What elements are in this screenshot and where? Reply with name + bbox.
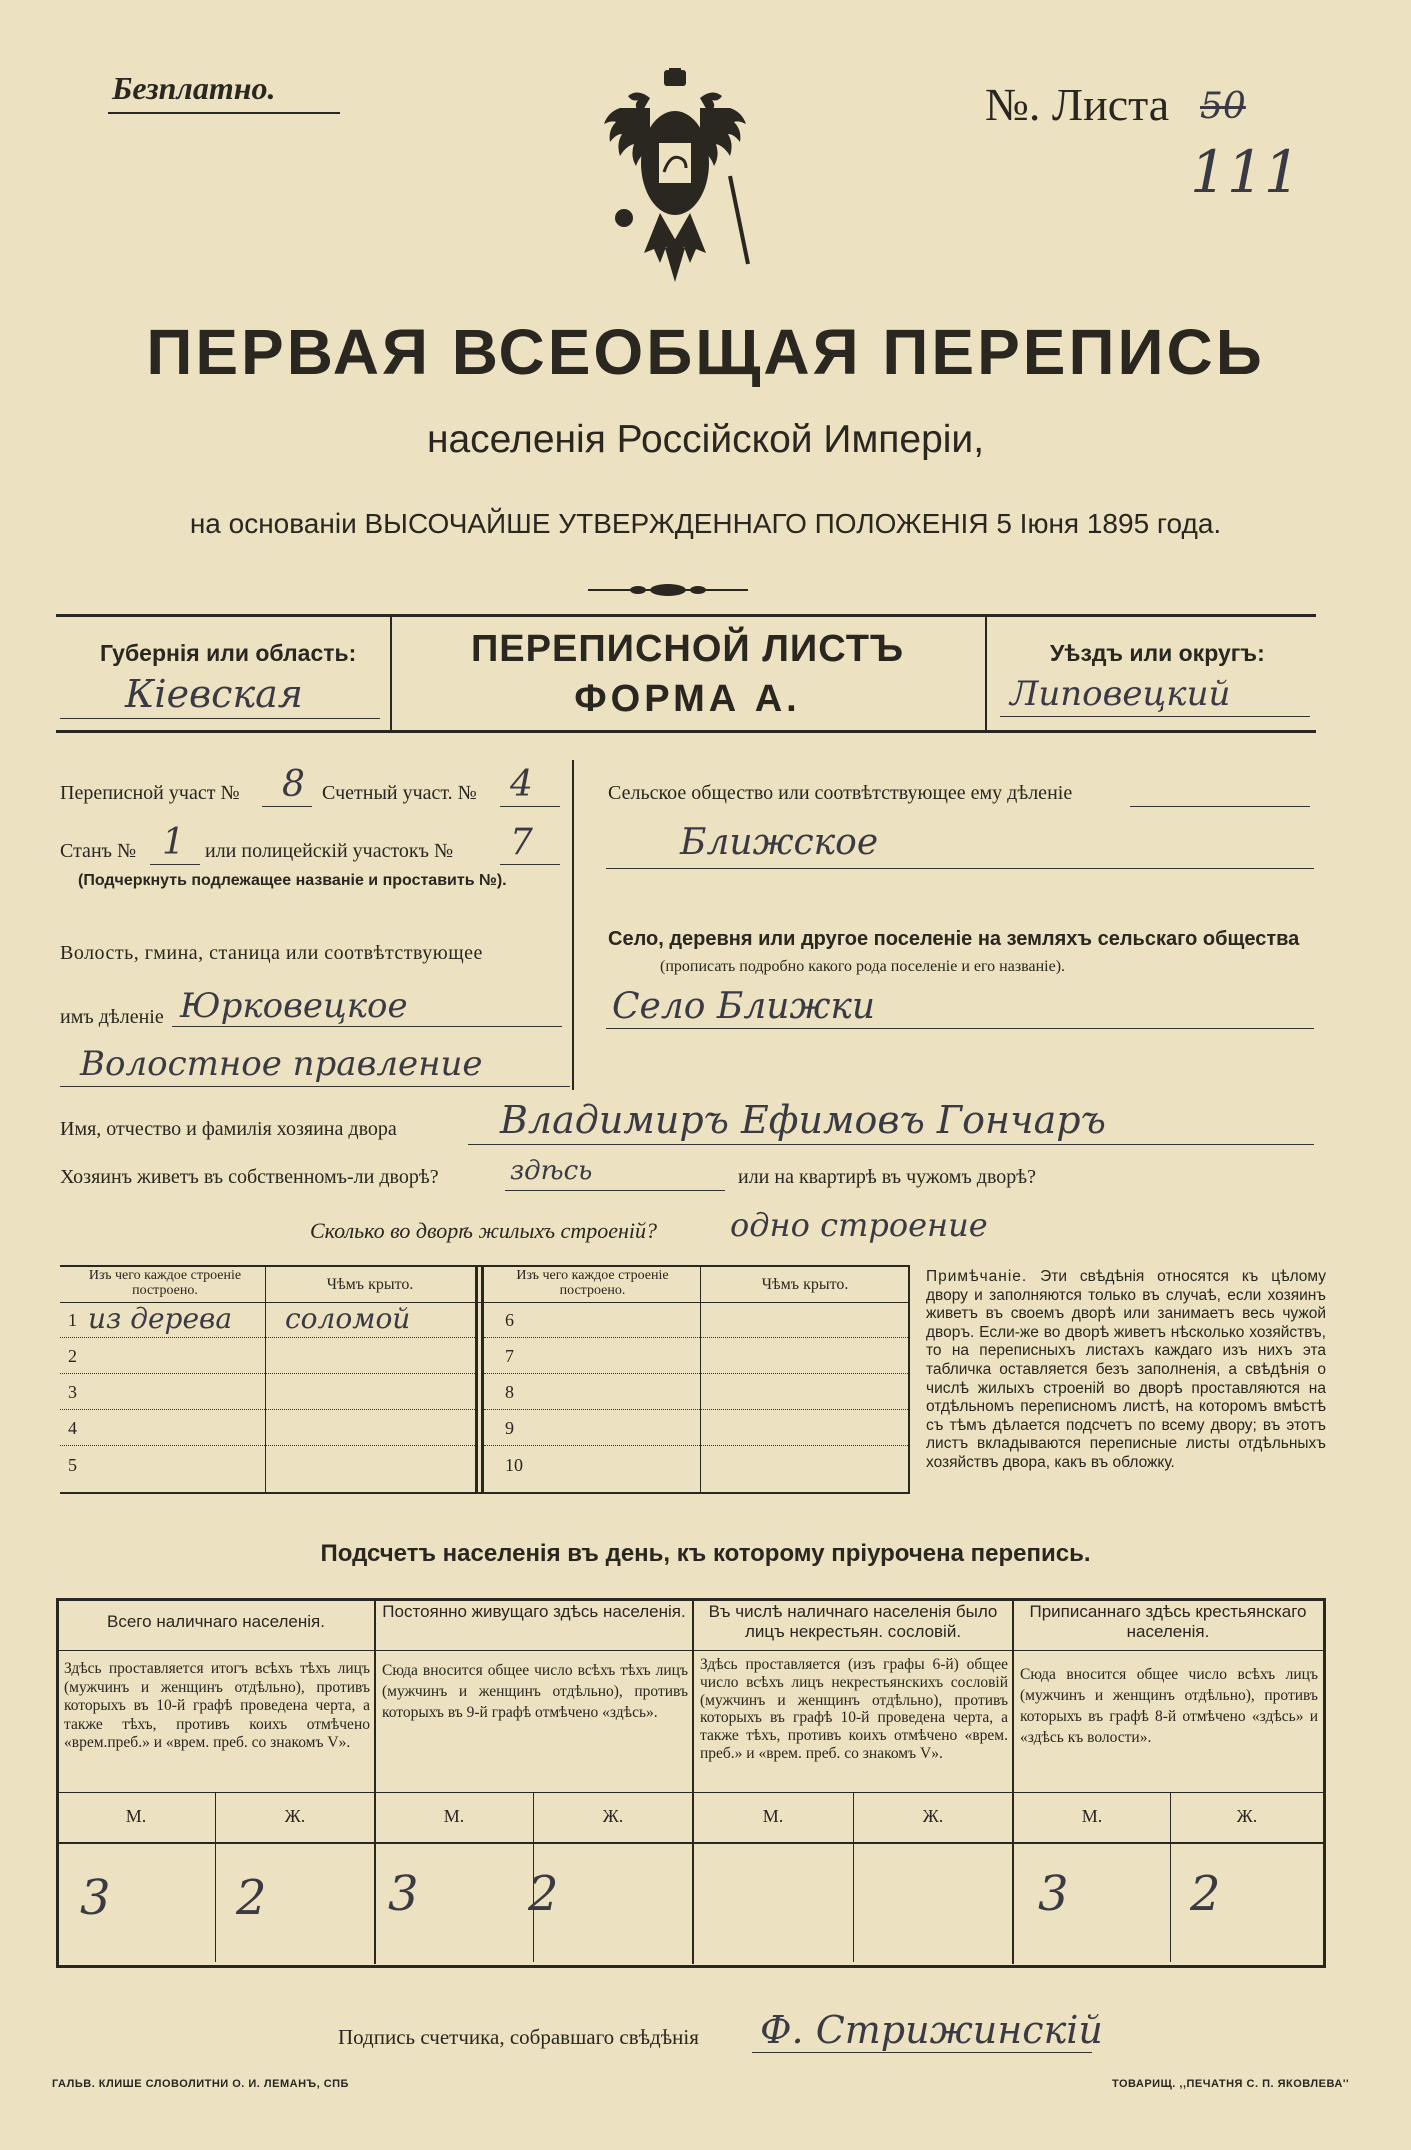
row-roof: соломой <box>285 1302 411 1335</box>
society-label: Сельское общество или соотвѣтствующее ему дѣленіе <box>608 782 1073 804</box>
police-section-value: 7 <box>510 822 533 863</box>
owner-name-value: Владимиръ Ефимовъ Гончаръ <box>500 1098 1106 1142</box>
female-label: Ж. <box>602 1806 624 1826</box>
pop-male-value: 3 <box>388 1866 419 1922</box>
pop-male-value: 3 <box>80 1870 111 1926</box>
pop-col-desc: Здѣсь проставляется итогъ всѣхъ тѣхъ лицъ (мужчинъ и женщинъ отдѣльно), противъ которыхъ въ 10-й графѣ проведена черта, а также тѣхъ, противъ коихъ отмѣчено «врем.преб.» и «врем. преб. со знакомъ V». <box>64 1660 370 1751</box>
village-value: Село Ближки <box>612 986 876 1027</box>
census-section-label: Переписной участ № <box>60 782 240 804</box>
pop-female-value: 2 <box>528 1866 559 1922</box>
female-label: Ж. <box>284 1806 306 1826</box>
village-note: (прописать подробно какого рода поселеніе и его названіе). <box>660 958 1066 975</box>
volost-value-2: Волостное правление <box>80 1044 483 1084</box>
police-section-line <box>500 864 560 865</box>
stan-value: 1 <box>162 822 185 863</box>
count-section-line <box>500 806 560 807</box>
buildings-count-label: Сколько во дворѣ жилыхъ строеній? <box>310 1218 657 1243</box>
buildings-table-right <box>908 1265 910 1493</box>
band-divider-left <box>390 614 392 733</box>
printer-credit-right: ТОВАРИЩ. ,,ПЕЧАТНЯ С. П. ЯКОВЛЕВА'' <box>1112 2078 1350 2090</box>
male-label: М. <box>443 1806 465 1826</box>
male-label: М. <box>1081 1806 1103 1826</box>
pop-col-head: Постоянно живущаго здѣсь населенія. <box>382 1602 686 1621</box>
buildings-head-roof-left: Чѣмъ крыто. <box>326 1276 414 1293</box>
female-label: Ж. <box>922 1806 944 1826</box>
buildings-count-value: одно строение <box>730 1206 988 1244</box>
band-divider-right <box>985 614 987 733</box>
male-label: М. <box>125 1806 147 1826</box>
row-number: 2 <box>68 1346 77 1366</box>
volost-line-2 <box>60 1086 570 1087</box>
pop-col-desc: Здѣсь проставляется (изъ графы 6-й) общее число всѣхъ лицъ некрестьянскихъ сословій (мужчинъ и женщинъ отдѣльно), противъ которыхъ въ графѣ 10-й проведена черта, а также тѣхъ, противъ коихъ отмѣчено «врем. преб.» и «врем. преб. со знакомъ V». <box>700 1656 1008 1762</box>
row-number: 9 <box>505 1418 514 1438</box>
block-divider <box>572 760 574 1090</box>
row-number: 6 <box>505 1310 514 1330</box>
printer-credit-left: ГАЛЬВ. КЛИШЕ СЛОВОЛИТНИ О. И. ЛЕМАНЪ, СПБ <box>52 2078 349 2090</box>
volost-value-1: Юрковецкое <box>180 986 408 1026</box>
row-rule <box>60 1409 475 1410</box>
buildings-table-bottom <box>60 1492 910 1494</box>
row-number: 4 <box>68 1418 77 1438</box>
female-label: Ж. <box>1236 1806 1258 1826</box>
row-number: 8 <box>505 1382 514 1402</box>
society-label-line <box>1130 806 1310 807</box>
owner-name-label: Имя, отчество и фамилія хозяина двора <box>60 1118 397 1140</box>
buildings-col-l <box>265 1265 266 1493</box>
row-rule <box>484 1373 908 1374</box>
guberniya-value: Кіевская <box>125 672 303 716</box>
signature-line <box>752 2052 1092 2053</box>
society-value-line <box>606 868 1314 869</box>
pop-col-head: Всего наличнаго населенія. <box>107 1612 325 1631</box>
row-rule <box>484 1445 908 1446</box>
rent-label: или на квартирѣ въ чужомъ дворѣ? <box>738 1166 1037 1188</box>
signature-label: Подпись счетчика, собравшаго свѣдѣнія <box>338 2025 699 2049</box>
pop-desc-rule <box>56 1792 1323 1793</box>
owner-name-line <box>468 1144 1314 1145</box>
pop-col-div-1 <box>374 1598 376 1964</box>
pop-col-head: Приписаннаго здѣсь крестьянскаго населенія. <box>1029 1602 1307 1641</box>
pop-sub-div-4 <box>1170 1792 1171 1962</box>
stan-line <box>150 864 200 865</box>
volost-label-line2: имъ дѣленіе <box>60 1006 164 1028</box>
form-title: ПЕРЕПИСНОЙ ЛИСТЪ <box>470 628 905 670</box>
census-section-value: 8 <box>282 764 305 805</box>
buildings-head-material-right: Изъ чего каждое строеніе построено. <box>516 1268 669 1298</box>
ornament-divider <box>588 582 748 598</box>
village-value-line <box>606 1028 1314 1029</box>
pop-col-head: Въ числѣ наличнаго населенія было лицъ некрестьян. сословій. <box>708 1602 998 1641</box>
buildings-head-roof-right: Чѣмъ крыто. <box>761 1276 849 1293</box>
page-title: ПЕРВАЯ ВСЕОБЩАЯ ПЕРЕПИСЬ <box>146 316 1265 388</box>
uezd-line <box>1000 716 1310 717</box>
pop-male-value: 3 <box>1038 1866 1069 1922</box>
pop-head-rule <box>56 1650 1323 1651</box>
uezd-value: Липовецкий <box>1010 674 1231 714</box>
sheet-number-label: №. Листа <box>985 79 1170 130</box>
double-headed-eagle-emblem <box>590 68 760 286</box>
own-yard-value: здѣсь <box>510 1156 593 1186</box>
sheet-number-struck: 50 <box>1200 86 1246 127</box>
police-section-label: или полицейскій участокъ № <box>205 840 454 862</box>
row-material: из дерева <box>88 1302 233 1335</box>
uezd-label: Уѣздъ или округъ: <box>1050 640 1265 666</box>
village-label: Село, деревня или другое поселеніе на земляхъ сельскаго общества <box>608 928 1300 950</box>
own-yard-line <box>505 1190 725 1191</box>
pop-col-desc: Сюда вносится общее число всѣхъ лицъ (мужчинъ и женщинъ отдѣльно), противъ которыхъ въ графѣ 8-й отмѣчено «здѣсь» и «здѣсь къ волости». <box>1020 1666 1318 1746</box>
free-underline <box>108 112 340 114</box>
pop-female-value: 2 <box>236 1870 267 1926</box>
pop-col-div-3 <box>1012 1598 1014 1964</box>
buildings-note-text: Эти свѣдѣнія относятся къ цѣлому двору и заполняются только въ случаѣ, если хозяинъ живетъ въ своемъ дворѣ или занимаетъ весь чужой дворъ. Если-же во дворѣ живетъ нѣсколько хозяйствъ, то на переписныхъ листахъ каждаго изъ нихъ эта табличка оставляется безъ заполненія, а свѣдѣнія о числѣ жилыхъ строеній во дворѣ проставляются на отдѣльномъ переписномъ листѣ, на которомъ вмѣстѣ съ тѣмъ дѣлается подсчетъ по всему двору; въ этотъ листъ вкладываются переписные листы отдѣльныхъ хозяйствъ двора, какъ въ обложку. <box>926 1268 1326 1471</box>
buildings-col-r <box>700 1265 701 1493</box>
buildings-table-double-1 <box>475 1265 478 1493</box>
legal-basis: на основаніи ВЫСОЧАЙШЕ УТВЕРЖДЕННАГО ПОЛОЖЕНІЯ 5 Іюня 1895 года. <box>189 508 1222 539</box>
row-number: 1 <box>68 1310 77 1330</box>
band-bottom-rule <box>56 730 1316 733</box>
buildings-head-material-left: Изъ чего каждое строеніе построено. <box>88 1268 242 1298</box>
buildings-table-double-2 <box>481 1265 484 1493</box>
count-section-label: Счетный участ. № <box>322 782 477 804</box>
society-value: Ближское <box>680 822 879 863</box>
own-yard-label: Хозяинъ живетъ въ собственномъ-ли дворѣ? <box>60 1166 439 1188</box>
row-rule <box>484 1409 908 1410</box>
sheet-number-handwritten: 111 <box>1190 138 1301 206</box>
signature-value: Ф. Стрижинскій <box>760 2008 1103 2052</box>
buildings-table-top <box>60 1265 910 1267</box>
buildings-note <box>926 1268 1326 1473</box>
volost-label-line1: Волость, гмина, станица или соотвѣтствующее <box>60 942 483 964</box>
row-number: 3 <box>68 1382 77 1402</box>
volost-line-1 <box>172 1026 562 1027</box>
guberniya-line <box>60 718 380 719</box>
stan-label: Станъ № <box>60 840 137 862</box>
row-rule <box>60 1445 475 1446</box>
population-title: Подсчетъ населенія въ день, къ которому пріурочена перепись. <box>320 1540 1091 1567</box>
band-top-rule <box>56 614 1316 617</box>
count-section-value: 4 <box>510 764 533 805</box>
pop-female-value: 2 <box>1190 1866 1221 1922</box>
row-number: 7 <box>505 1346 514 1366</box>
buildings-note-label: Примѣчаніе. <box>926 1268 1028 1285</box>
free-label: Безплатно. <box>112 70 276 106</box>
row-rule <box>60 1373 475 1374</box>
census-section-line <box>262 806 312 807</box>
pop-col-div-2 <box>692 1598 694 1964</box>
page-subtitle: населенія Россійской Имперіи, <box>426 418 985 461</box>
form-subtitle: ФОРМА А. <box>574 678 801 720</box>
male-label: М. <box>762 1806 784 1826</box>
pop-mf-rule <box>56 1842 1323 1844</box>
row-rule <box>484 1337 908 1338</box>
underline-note: (Подчеркнуть подлежащее названіе и проставить №). <box>78 872 507 889</box>
guberniya-label: Губернія или область: <box>100 640 357 666</box>
row-number: 10 <box>505 1455 523 1475</box>
row-rule <box>60 1337 475 1338</box>
pop-col-desc: Сюда вносится общее число всѣхъ тѣхъ лицъ (мужчинъ и женщинъ отдѣльно), противъ которыхъ въ 9-й графѣ отмѣчено «здѣсь». <box>382 1662 688 1721</box>
row-number: 5 <box>68 1455 77 1475</box>
